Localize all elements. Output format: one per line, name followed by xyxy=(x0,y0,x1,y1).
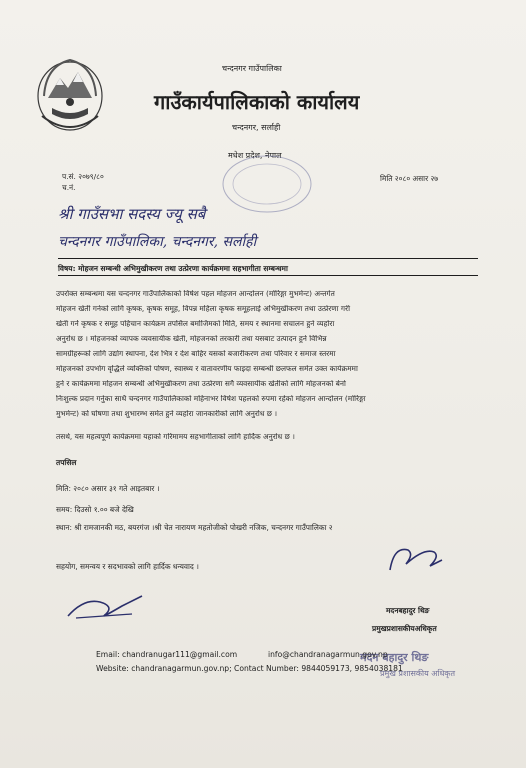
signatory-name: मदनबहादुर थिङ xyxy=(386,606,430,615)
tapsil-heading: तपसिल xyxy=(56,458,77,467)
footer-website-contact: Website: chandranagarmun.gov.np; Contact Number: 9844059173, 9854038181 xyxy=(96,664,403,673)
stamp-title: प्रमुख प्रशासकीय अधिकृत xyxy=(380,669,456,678)
handwritten-mark-icon xyxy=(62,588,152,624)
body-line: मोहजनको उपभोग वृद्धिले व्यक्तिको पोषण, स्वास्थ्य र वातावरणीय फाइदा सम्बन्धी छलफल समेत उक्त कार्यक्रममा xyxy=(56,365,358,373)
footer-contact xyxy=(96,648,474,678)
tapsil-time: समय: दिउसो १.०० बजे देखि xyxy=(56,505,134,514)
tapsil-place: स्थान: श्री रामजानकी मठ, बयरगंज ।श्री चेत नारायण महतोजीको पोखरी नजिक, चन्दनगर गाउँपालिका २ xyxy=(56,523,333,532)
recipient-line-1: श्री गाउँसभा सदस्य ज्यू सबै xyxy=(58,205,206,223)
signatory-title: प्रमुखप्रशासकीयअधिकृत xyxy=(372,624,437,633)
subject-rule xyxy=(58,258,478,259)
office-title: गाउँकार्यपालिकाको कार्यालय xyxy=(154,90,360,114)
body-line: उपरोक्त सम्बन्धमा यस चन्दनगर गाउँपालिकाको विषेश पहल मोहजन आन्दोलन (मोरिङ्गा मुभमेन्ट) अन्तर्गत xyxy=(56,290,335,298)
office-location: चन्दनगर, सर्लाही xyxy=(232,123,281,132)
stamp-name: मदन बहादुर थिङ xyxy=(360,651,429,664)
letter-subject: विषय: मोहजन सम्बन्धी अभिमुखीकरण तथा उत्प्रेरणा कार्यक्रममा सहभागीता सम्बन्धमा xyxy=(58,264,288,273)
letter-reference-number: प.सं. २०७९/८० xyxy=(62,172,104,181)
footer-email: Email: chandranugar111@gmail.com xyxy=(96,650,238,659)
body-line: मुभमेन्ट) को घोषणा तथा शुभारम्भ समेत हुने व्यहोरा जानकारीको लागि अनुरोध छ । xyxy=(56,410,278,418)
closing-request: तसर्थ, यस महत्वपूर्ण कार्यक्रममा यहाको गरिमामय सहभागीताको लागि हार्दिक अनुरोध छ । xyxy=(56,433,295,441)
seal-impression-icon xyxy=(205,150,325,222)
body-line: मोहजन खेती गर्नको लागि कृषक, कृषक समूह, विपन्न महिला कृषक समूहलाई अभिमुखीकरण तथा उत्प्रेरणा गरी xyxy=(56,305,350,313)
thanks-line: सहयोग, समन्वय र सदभावको लागि हार्दिक धन्यवाद । xyxy=(56,562,199,571)
footer-email-2: info@chandranagarmun.gov.np xyxy=(268,650,388,659)
tapsil-date: मिति: २०८० असार ३१ गते आइतबार । xyxy=(56,484,160,493)
subject-rule-bottom xyxy=(58,275,478,276)
signature-icon xyxy=(384,540,446,580)
dispatch-number: च.नं. xyxy=(62,183,76,192)
province-name: मधेश प्रदेश, नेपाल xyxy=(228,151,282,160)
nepal-emblem-icon xyxy=(34,52,106,134)
body-line: खेती गर्ने कृषक र समूह पहिचान कार्यक्रम तपसिल बमोजिमको मिति, समय र स्थानमा सचालन हुने व्यहोरा xyxy=(56,320,335,328)
recipient-line-2: चन्दनगर गाउँपालिका, चन्दनगर, सर्लाही xyxy=(58,234,257,250)
body-line: सामग्रीहरूको लागि उद्योग स्थापना, देश भित्र र देश बाहिर यसको बजारीकरण तथा परिवार र समाज स्तरमा xyxy=(56,350,336,358)
body-line: निःशुल्क प्रदान गर्नुका साथै चन्दनगर गाउँपालिकाको महिनाभर विषेश पहलको रुपमा रहेको मोहजन आन्दोलन (मोरिङ्गा xyxy=(56,395,366,403)
letter-date: मिति २०८० असार २७ xyxy=(380,174,439,183)
municipality-name: चन्दनगर गाउँपालिका xyxy=(222,64,282,73)
body-line: अनुरोध छ । मोहजनको व्यापक व्यवसायीक खेती, मोहजनको तरकारी तथा यसबाट उत्पादन हुने विभिन्न xyxy=(56,335,327,343)
body-line: हुने र कार्यक्रममा मोहजन सम्बन्धी अभिमुखीकरण तथा उत्प्रेरणा सगै व्यवसायीक खेतीको लागि मोहजनको बेर्ना xyxy=(56,380,346,388)
